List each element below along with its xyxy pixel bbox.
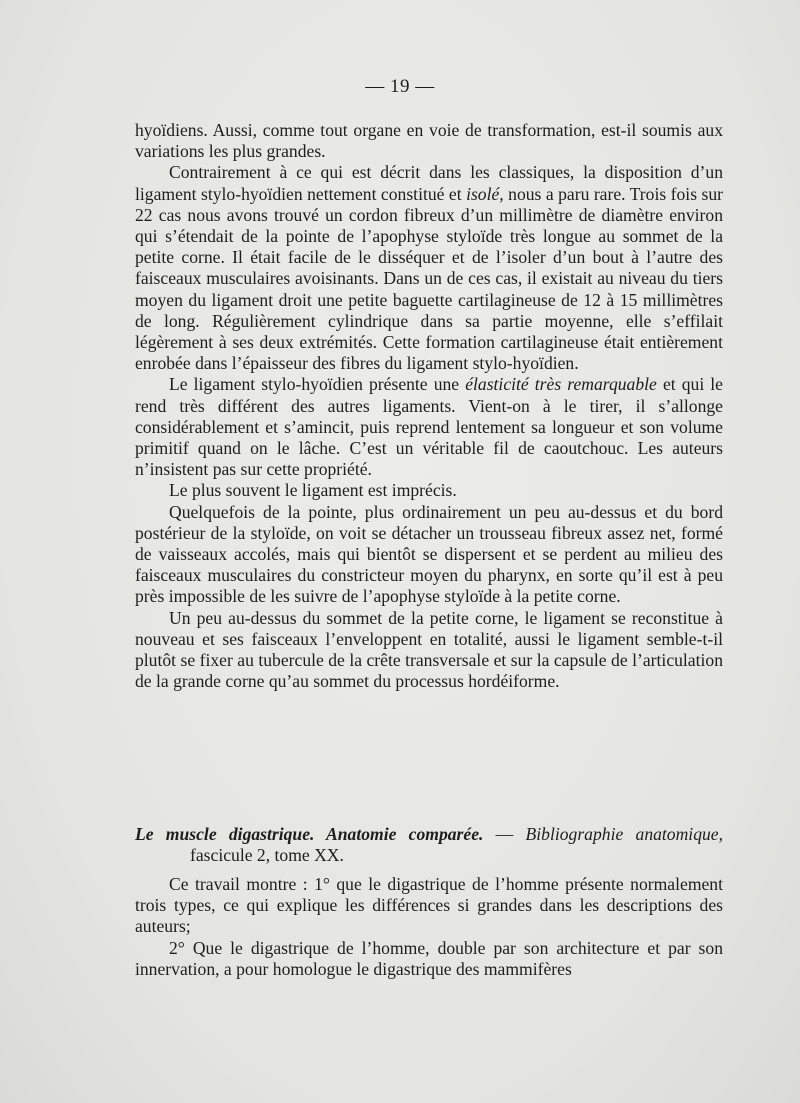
- paragraph-text: Contrairement à ce qui est décrit dans les classiques, la disposition d’un ligament stylo-hyoïdien nettement constitué et: [135, 162, 723, 204]
- summary-text: [135, 874, 723, 980]
- bibliography-details: fascicule 2, tome XX.: [190, 845, 344, 866]
- page-number: — 19 —: [365, 76, 435, 97]
- paragraph-imprecis: Le plus souvent le ligament est imprécis.: [169, 480, 457, 501]
- paragraph-summary-2: 2° Que le digastrique de l’homme, double par son architecture et par son innervation, a pour homologue le digastrique des mammifères: [135, 937, 723, 979]
- bibliography-source: Bibliographie anatomique,: [525, 824, 723, 844]
- bibliography-dash: —: [483, 824, 526, 844]
- paragraph-elasticity: [135, 374, 723, 480]
- paragraph-text: nous a paru rare. Trois fois sur 22 cas nous avons trouvé un cordon fibreux d’un millimètre de diamètre environ qui s’étendait de la pointe de l’apophyse styloïde très longue au sommet de la petite corne. Il était facile de le disséquer et de l’isoler d’un bout à l’autre des faisceaux musculaires avoisinants. Dans un de ces cas, il existait au niveau du tiers moyen du ligament droit une petite baguette cartilagineuse de 12 à 15 millimètres de long. Régulièrement cylindrique dans sa partie moyenne, elle s’effilait légèrement à ses deux extrémités. Cette formation cartilagineuse était entièrement enrobée dans l’épaisseur des fibres du ligament stylo-hyoïdien.: [135, 183, 723, 374]
- bibliography-title: Le muscle digastrique. Anatomie comparée.: [135, 824, 484, 844]
- paragraph-text: et qui le rend très différent des autres ligaments. Vient-on à le tirer, il s’allonge considérablement et s’amincit, puis reprend lentement sa longueur et son volume primitif quand on le lâche. C’est un véritable fil de caoutchouc. Les auteurs n’insistent pas sur cette propriété.: [135, 374, 723, 480]
- bibliography-entry: [135, 824, 723, 866]
- paragraph-reconstitution: Un peu au-dessus du sommet de la petite corne, le ligament se reconstitue à nouveau et ses faisceaux l’enveloppent en totalité, aussi le ligament semble-t-il plutôt se fixer au tubercule de la crête transversale et sur la capsule de l’articulation de la grande corne qu’au sommet du processus hordéiforme.: [135, 607, 723, 692]
- paragraph-quelquefois: Quelquefois de la pointe, plus ordinairement un peu au-dessus et du bord postérieur de la styloïde, on voit se détacher un trousseau fibreux assez net, formé de vaisseaux accolés, mais qui bientôt se dispersent et se perdent au milieu des faisceaux musculaires du constricteur moyen du pharynx, en sorte qu’il est à peu près impossible de les suivre de l’apophyse styloïde à la petite corne.: [135, 501, 723, 607]
- emphasis-isole: isolé,: [466, 183, 504, 204]
- paragraph-ligament-disposition: [135, 162, 723, 374]
- main-text: [135, 120, 723, 692]
- paragraph-continuation: hyoïdiens. Aussi, comme tout organe en voie de transformation, est-il soumis aux variations les plus grandes.: [135, 120, 723, 162]
- paragraph-text: Le ligament stylo-hyoïdien présente une: [169, 374, 460, 395]
- paragraph-summary-1: Ce travail montre : 1° que le digastrique de l’homme présente normalement trois types, ce qui explique les différences si grandes dans les descriptions des auteurs;: [135, 874, 723, 937]
- emphasis-elasticite: élasticité très remarquable: [465, 374, 657, 395]
